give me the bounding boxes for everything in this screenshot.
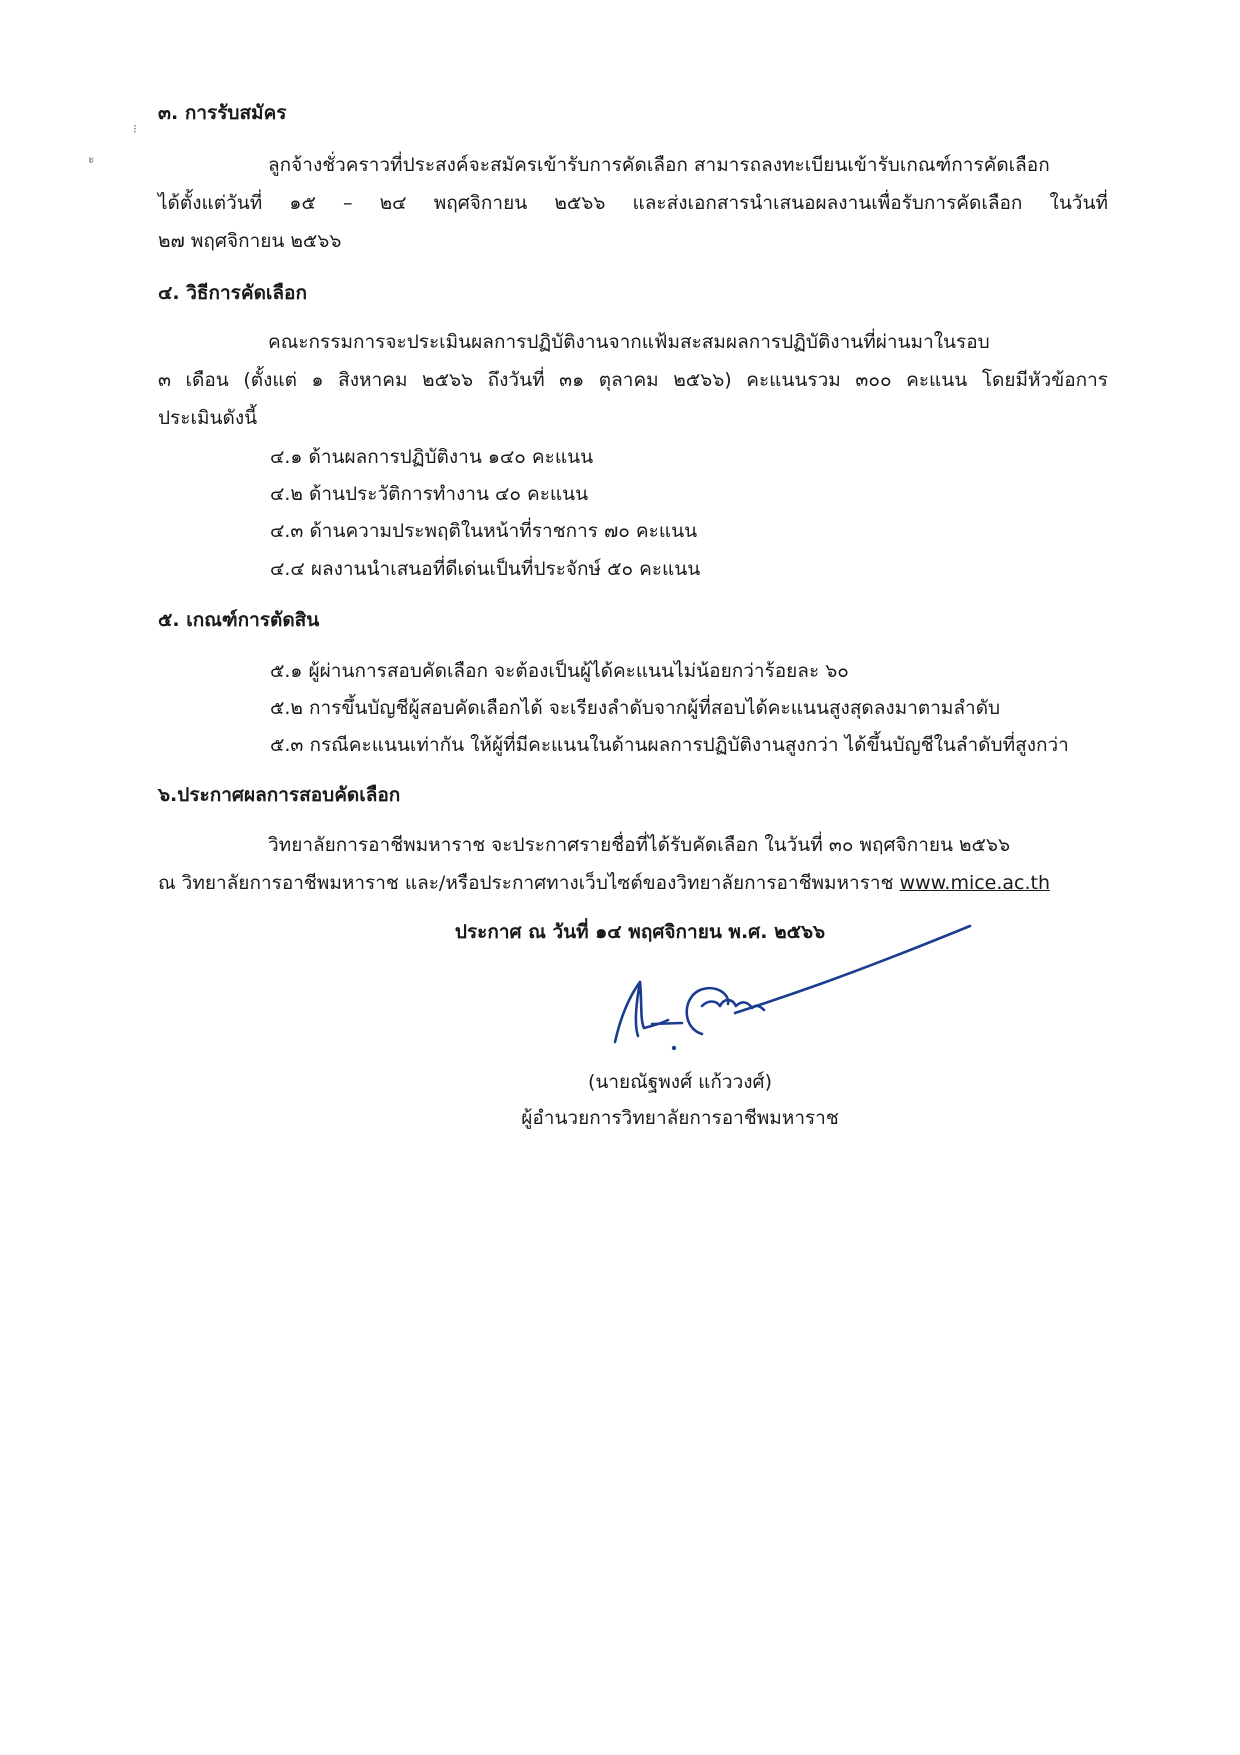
scan-speck: ะ [88,152,95,166]
judgement-item-5-3: ๕.๓ กรณีคะแนนเท่ากัน ให้ผู้ที่มีคะแนนในด้านผลการปฏิบัติงานสูงกว่า ได้ขึ้นบัญชีในลำดับที่สูงกว่า [270,734,1069,756]
section-6-heading: ๖.ประกาศผลการสอบคัดเลือก [158,784,401,806]
criteria-item-4-1: ๔.๑ ด้านผลการปฏิบัติงาน ๑๔๐ คะแนน [270,446,594,468]
judgement-item-5-1: ๕.๑ ผู้ผ่านการสอบคัดเลือก จะต้องเป็นผู้ได้คะแนนไม่น้อยกว่าร้อยละ ๖๐ [270,660,849,682]
college-website-link[interactable]: www.mice.ac.th [899,872,1051,894]
criteria-item-4-2: ๔.๒ ด้านประวัติการทำงาน ๔๐ คะแนน [270,483,589,505]
section-3-line-1: ลูกจ้างชั่วคราวที่ประสงค์จะสมัครเข้ารับการคัดเลือก สามารถลงทะเบียนเข้ารับเกณฑ์การคัดเลือก [268,154,1050,176]
signatory-name: (นายณัฐพงศ์ แก้ววงศ์) [587,1071,773,1093]
section-5-heading: ๕. เกณฑ์การตัดสิน [158,609,320,631]
criteria-item-4-3: ๔.๓ ด้านความประพฤติในหน้าที่ราชการ ๗๐ คะแนน [270,520,698,542]
section-6-line-2-text: ณ วิทยาลัยการอาชีพมหาราช และ/หรือประกาศทางเว็บไซต์ของวิทยาลัยการอาชีพมหาราช [158,872,894,894]
announcement-date: ประกาศ ณ วันที่ ๑๔ พฤศจิกายน พ.ศ. ๒๕๖๖ [454,921,826,943]
judgement-item-5-2: ๕.๒ การขึ้นบัญชีผู้สอบคัดเลือกได้ จะเรียงลำดับจากผู้ที่สอบได้คะแนนสูงสุดลงมาตามลำดับ [270,697,1001,719]
section-3-line-3: ๒๗ พฤศจิกายน ๒๕๖๖ [158,230,342,252]
section-4-heading: ๔. วิธีการคัดเลือก [158,282,307,304]
signatory-position: ผู้อำนวยการวิทยาลัยการอาชีพมหาราช [521,1107,839,1129]
section-3-heading: ๓. การรับสมัคร [158,102,287,124]
scan-speck: ⁝ [133,122,137,136]
section-4-line-1: คณะกรรมการจะประเมินผลการปฏิบัติงานจากแฟ้มสะสมผลการปฏิบัติงานที่ผ่านมาในรอบ [268,331,990,353]
section-4-line-2: ๓ เดือน (ตั้งแต่ ๑ สิงหาคม ๒๕๖๖ ถึงวันที่ ๓๑ ตุลาคม ๒๕๖๖) คะแนนรวม ๓๐๐ คะแนน โดยมีหัวข้อการ [158,369,1108,391]
section-4-line-3: ประเมินดังนี้ [158,407,258,429]
criteria-item-4-4: ๔.๔ ผลงานนำเสนอที่ดีเด่นเป็นที่ประจักษ์ ๕๐ คะแนน [270,558,701,580]
signature-image [590,920,990,1060]
section-6-line-1: วิทยาลัยการอาชีพมหาราช จะประกาศรายชื่อที่ได้รับคัดเลือก ในวันที่ ๓๐ พฤศจิกายน ๒๕๖๖ [268,834,1011,856]
section-6-line-2 [158,868,1050,898]
section-3-line-2: ได้ตั้งแต่วันที่ ๑๕ – ๒๔ พฤศจิกายน ๒๕๖๖ และส่งเอกสารนำเสนอผลงานเพื่อรับการคัดเลือก ในวันที่ [158,192,1108,214]
